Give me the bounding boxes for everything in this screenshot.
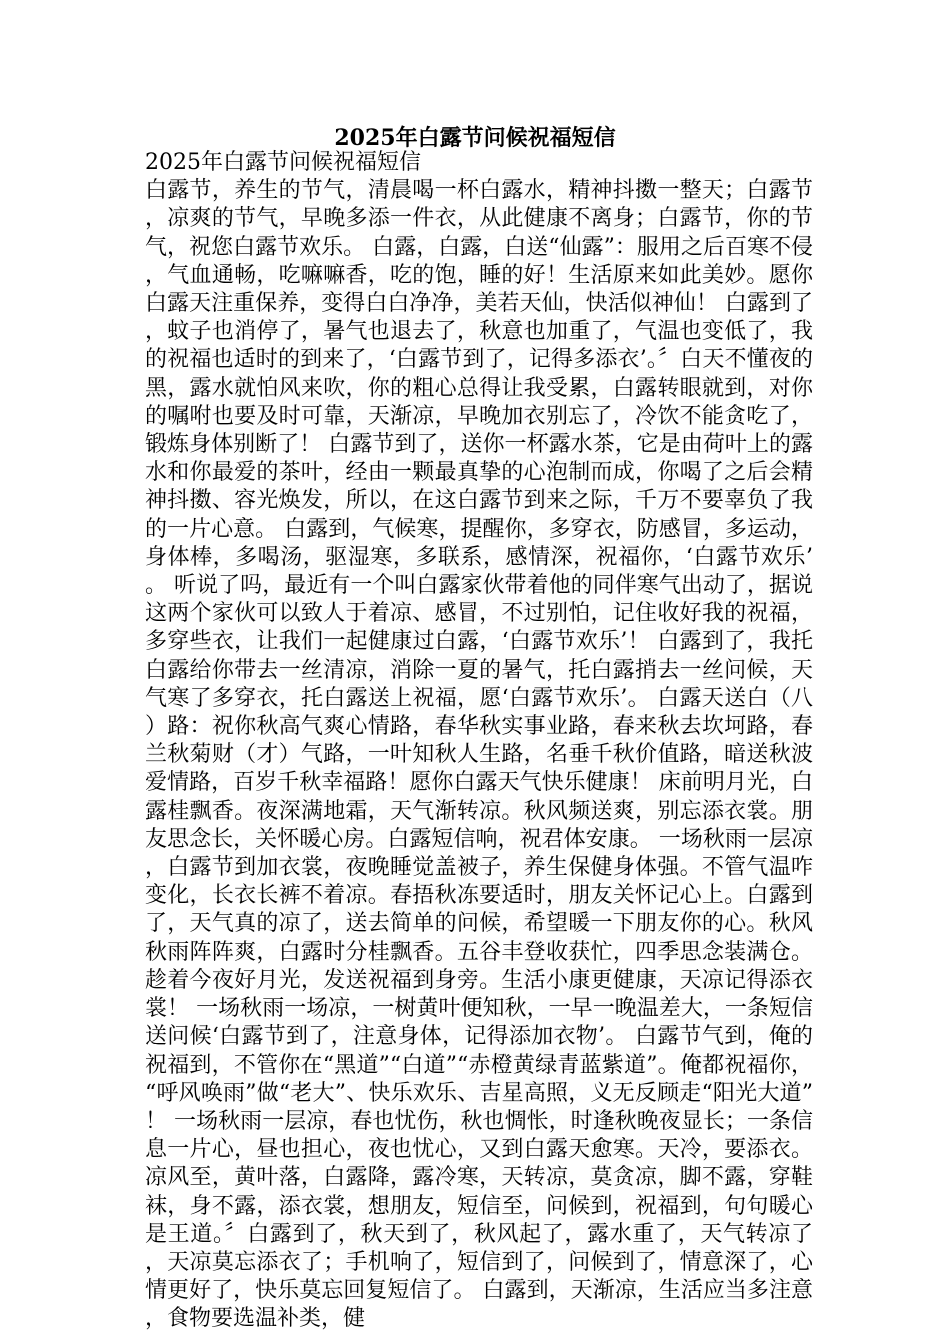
document-title: 2025年白露节问候祝福短信	[334, 125, 616, 151]
document-subtitle: 2025年白露节问候祝福短信	[145, 150, 421, 175]
document-body-text: 白露节，养生的节气，清晨喝一杯白露水，精神抖擞一整天；白露节，凉爽的节气，早晚多添一件衣，从此健康不离身；白露节，你的节气，祝您白露节欢乐。 白露，白露，白送“仙露”：服用之后百寒不侵，气血通畅，吃嘛嘛香，吃的饱，睡的好！生活原来如此美妙。愿你白露天注重保养，变得白白净净，美若天仙，快活似神仙！ 白露到了，蚊子也消停了，暑气也退去了，秋意也加重了，气温也变低了，我的祝福也适时的到来了，‘白露节到了，记得多添衣’。〞白天不懂夜的黑，露水就怕风来吹，你的粗心总得让我受累，白露转眼就到，对你的嘱咐也要及时可靠，天渐凉，早晚加衣别忘了，冷饮不能贪吃了，锻炼身体别断了！ 白露节到了，送你一杯露水茶，它是由荷叶上的露水和你最爱的茶叶，经由一颗最真挚的心泡制而成，你喝了之后会精神抖擞、容光焕发，所以，在这白露节到来之际，千万不要辜负了我的一片心意。 白露到，气候寒，提醒你，多穿衣，防感冒，多运动，身体棒，多喝汤，驱湿寒，多联系，感情深，祝福你，‘白露节欢乐’。 听说了吗，最近有一个叫白露家伙带着他的同伴寒气出动了，据说这两个家伙可以致人于着凉、感冒，不过别怕，记住收好我的祝福，多穿些衣，让我们一起健康过白露，‘白露节欢乐’！ 白露到了，我托白露给你带去一丝清凉，消除一夏的暑气，托白露捎去一丝问候，天气寒了多穿衣，托白露送上祝福，愿‘白露节欢乐’。 白露天送白（八）路：祝你秋高气爽心情路，春华秋实事业路，春来秋去坎坷路，春兰秋菊财（才）气路，一叶知秋人生路，名垂千秋价值路，暗送秋波爱情路，百岁千秋幸福路！愿你白露天气快乐健康！ 床前明月光，白露桂飘香。夜深满地霜，天气渐转凉。秋风频送爽，别忘添衣裳。朋友思念长，关怀暖心房。白露短信响，祝君体安康。 一场秋雨一层凉，白露节到加衣裳，夜晚睡觉盖被子，养生保健身体强。不管气温咋变化，长衣长裤不着凉。春捂秋冻要适时，朋友关怀记心上。白露到了，天气真的凉了，送去简单的问候，希望暖一下朋友你的心。秋风秋雨阵阵爽，白露时分桂飘香。五谷丰登收获忙，四季思念装满仓。趁着今夜好月光，发送祝福到身旁。生活小康更健康，天凉记得添衣裳！ 一场秋雨一场凉，一树黄叶便知秋，一早一晚温差大，一条短信送问候‘白露节到了，注意身体，记得添加衣物’。 白露节气到，俺的祝福到，不管你在“黑道”“白道”“赤橙黄绿青蓝紫道”。俺都祝福你，“呼风唤雨”做“老大”、快乐欢乐、吉星高照，义无反顾走“阳光大道”！ 一场秋雨一层凉，春也忧伤，秋也惆怅，时逢秋晚夜显长；一条信息一片心，昼也担心，夜也忧心，又到白露天愈寒。天冷，要添衣。 凉风至，黄叶落，白露降，露冷寒，天转凉，莫贪凉，脚不露，穿鞋袜，身不露，添衣裳，想朋友，短信至，问候到，祝福到，句句暖心是王道。〞白露到了，秋天到了，秋风起了，露水重了，天气转凉了，天凉莫忘添衣了；手机响了，短信到了，问候到了，情意深了，心情更好了，快乐莫忘回复短信了。 白露到，天渐凉，生活应当多注意，食物要选温补类，健	[145, 178, 813, 1332]
document-content	[145, 149, 813, 1334]
